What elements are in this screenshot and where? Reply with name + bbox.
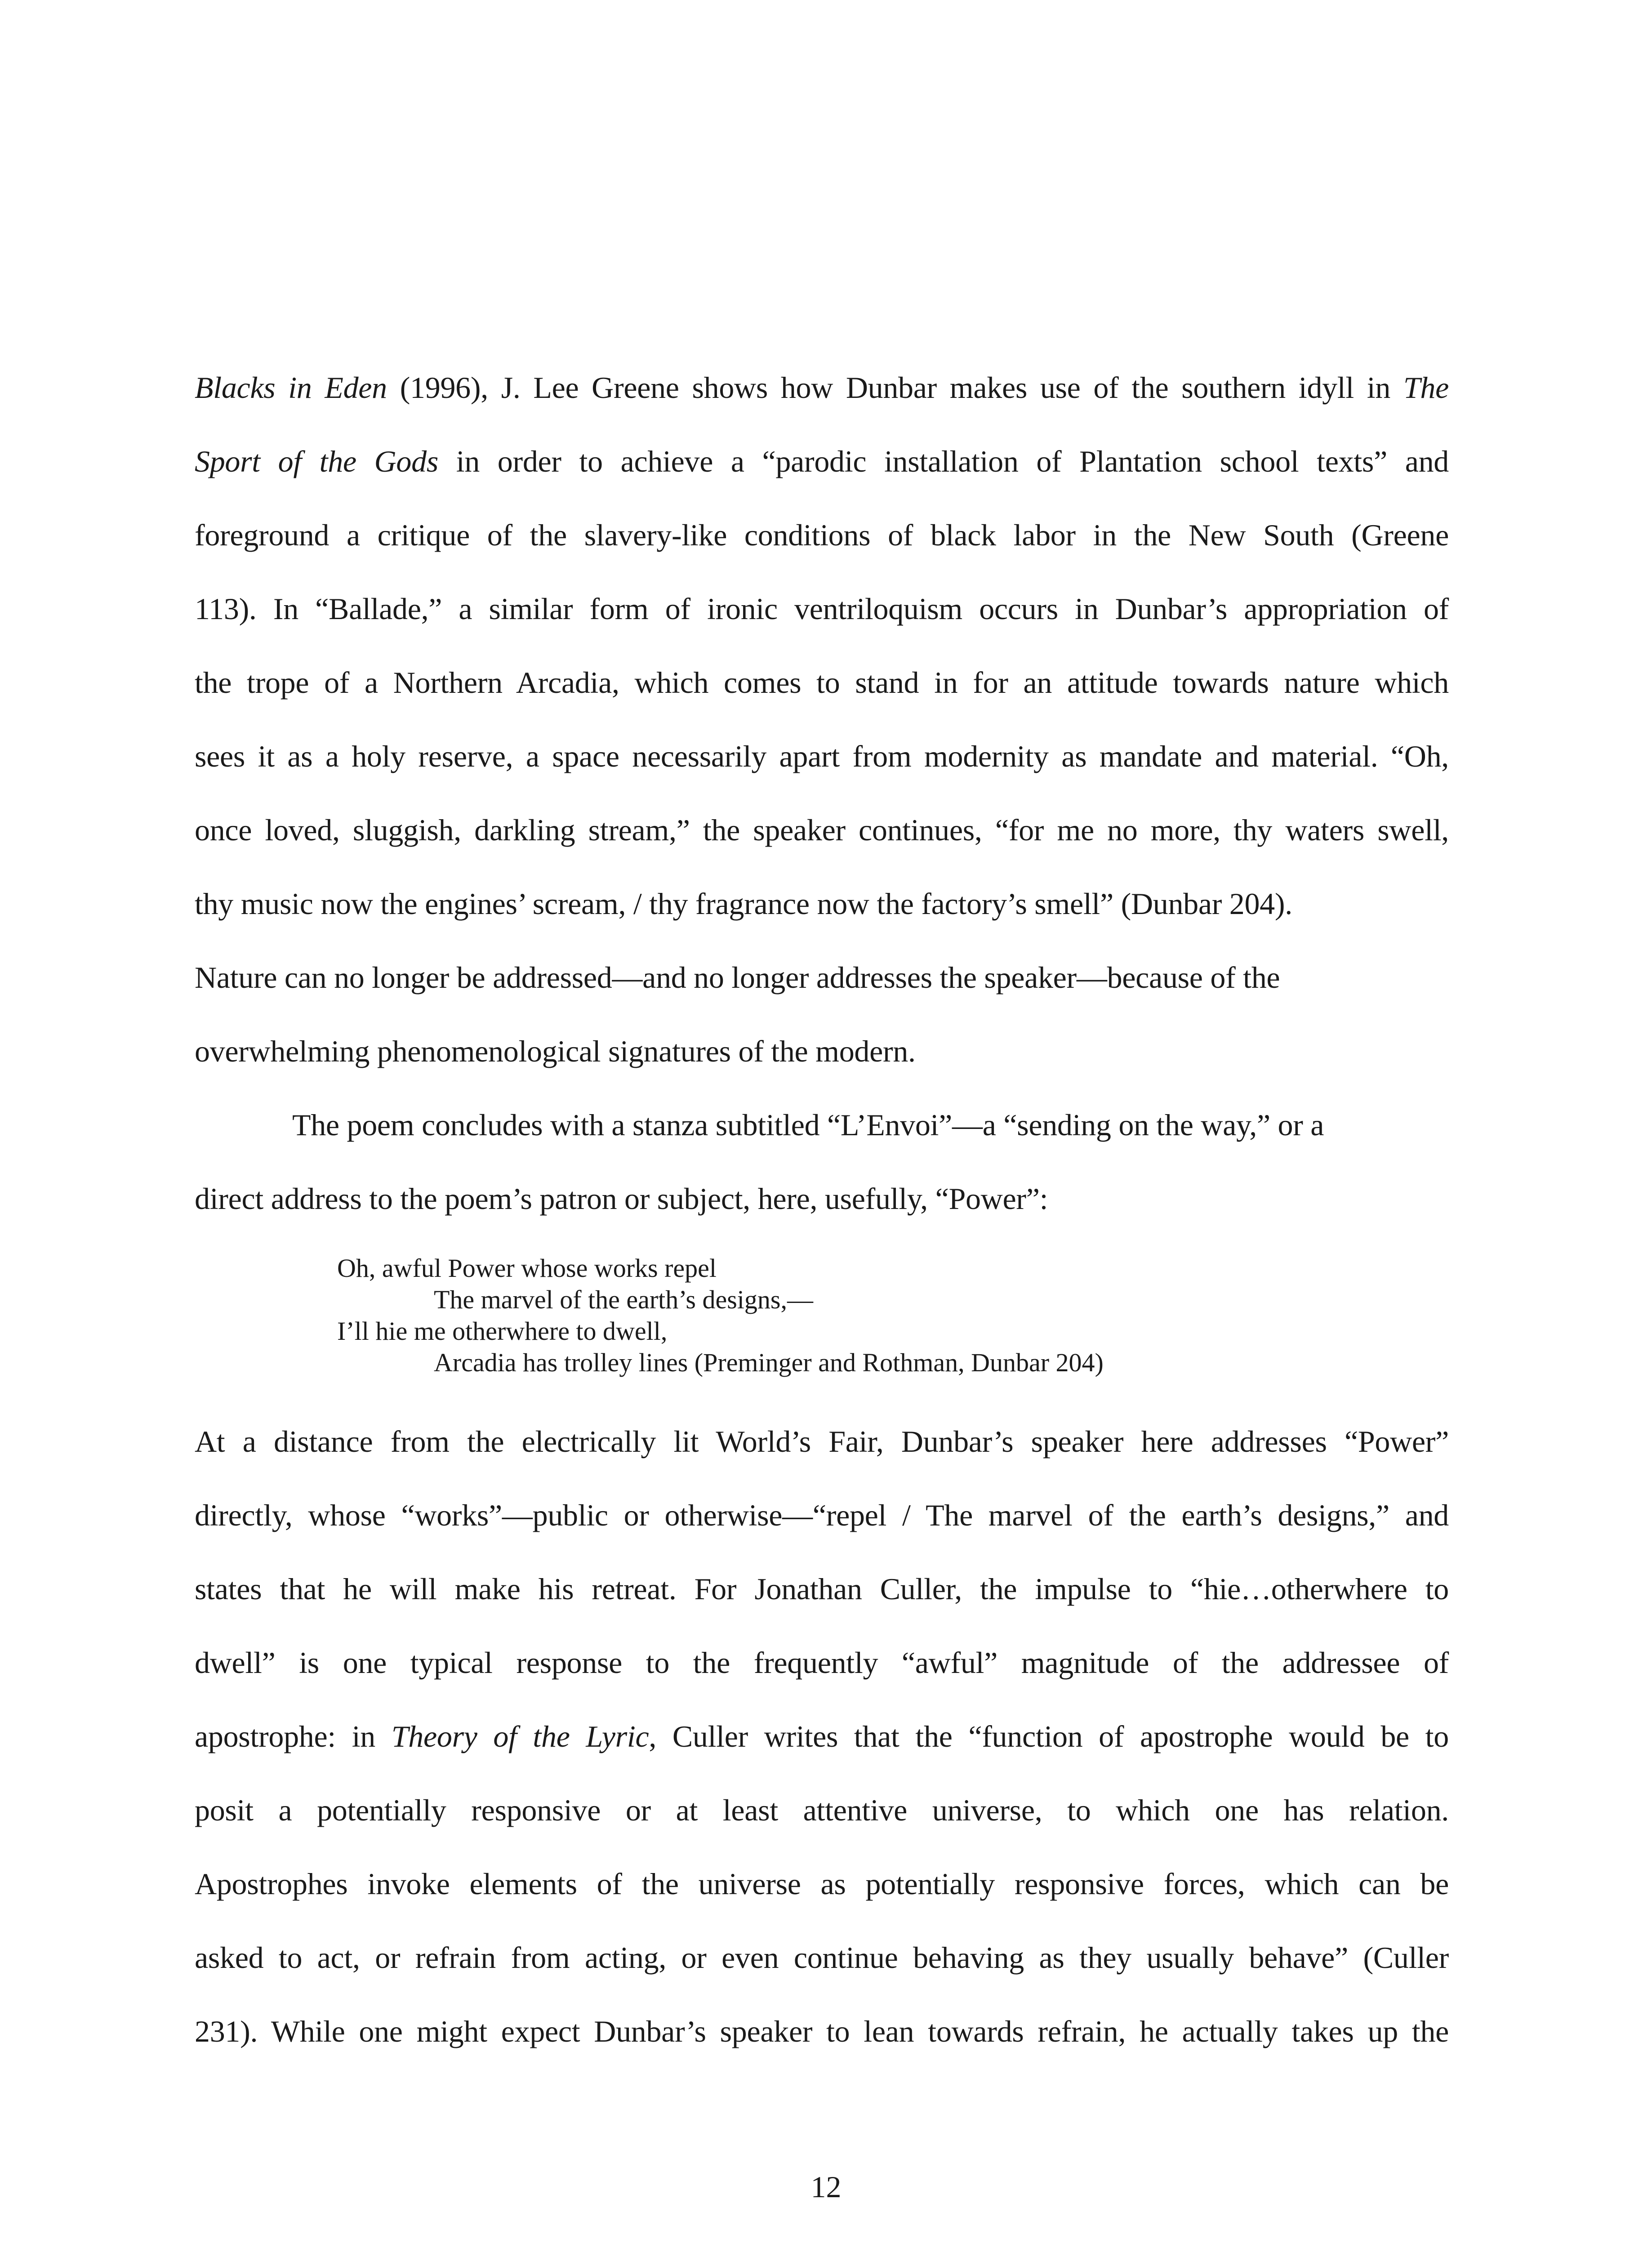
text-run: , Culler writes that the “function of apostrophe would be to bbox=[649, 1719, 1449, 1753]
body-text-line: the trope of a Northern Arcadia, which comes to stand in for an attitude towards nature which bbox=[195, 665, 1449, 700]
body-text-line: Apostrophes invoke elements of the universe as potentially responsive forces, which can be bbox=[195, 1867, 1449, 1901]
body-text-line bbox=[195, 372, 1449, 403]
block-quote-line: Arcadia has trolley lines (Preminger and Rothman, Dunbar 204) bbox=[434, 1348, 1104, 1377]
page-number: 12 bbox=[810, 2170, 842, 2204]
text-run: (1996), J. Lee Greene shows how Dunbar makes use of the southern idyll in bbox=[387, 370, 1403, 405]
body-text-line bbox=[195, 446, 1449, 477]
book-title: Blacks in Eden bbox=[195, 370, 387, 405]
body-text-line: states that he will make his retreat. For Jonathan Culler, the impulse to “hie…otherwhere to bbox=[195, 1572, 1449, 1606]
text-run: apostrophe: in bbox=[195, 1719, 392, 1753]
body-text-line: once loved, sluggish, darkling stream,” the speaker continues, “for me no more, thy waters swell, bbox=[195, 813, 1449, 847]
body-text-line bbox=[195, 1721, 1449, 1752]
body-text-line: 231). While one might expect Dunbar’s speaker to lean towards refrain, he actually takes up the bbox=[195, 2014, 1449, 2048]
block-quote-line: The marvel of the earth’s designs,— bbox=[434, 1285, 813, 1314]
body-text-line: asked to act, or refrain from acting, or even continue behaving as they usually behave” (Culler bbox=[195, 1940, 1449, 1975]
body-text-line: foreground a critique of the slavery-like conditions of black labor in the New South (Greene bbox=[195, 518, 1449, 552]
text-run: in order to achieve a “parodic installation of Plantation school texts” and bbox=[438, 444, 1449, 478]
body-text-line: Nature can no longer be addressed—and no longer addresses the speaker—because of the bbox=[195, 960, 1280, 995]
body-text-line: At a distance from the electrically lit World’s Fair, Dunbar’s speaker here addresses “Power” bbox=[195, 1424, 1449, 1459]
body-text-line: direct address to the poem’s patron or subject, here, usefully, “Power”: bbox=[195, 1182, 1048, 1216]
block-quote-line: I’ll hie me otherwhere to dwell, bbox=[337, 1316, 668, 1346]
body-text-line: overwhelming phenomenological signatures of the modern. bbox=[195, 1034, 916, 1068]
body-text-line: sees it as a holy reserve, a space necessarily apart from modernity as mandate and material. “Oh, bbox=[195, 739, 1449, 773]
book-title: Theory of the Lyric bbox=[391, 1719, 649, 1753]
body-text-line: The poem concludes with a stanza subtitled “L’Envoi”—a “sending on the way,” or a bbox=[292, 1108, 1324, 1142]
body-text-line: thy music now the engines’ scream, / thy fragrance now the factory’s smell” (Dunbar 204). bbox=[195, 887, 1292, 921]
body-text-line: dwell” is one typical response to the frequently “awful” magnitude of the addressee of bbox=[195, 1646, 1449, 1680]
body-text-line: 113). In “Ballade,” a similar form of ironic ventriloquism occurs in Dunbar’s appropriation of bbox=[195, 592, 1449, 626]
block-quote-line: Oh, awful Power whose works repel bbox=[337, 1253, 717, 1283]
body-text-line: posit a potentially responsive or at least attentive universe, to which one has relation. bbox=[195, 1793, 1449, 1827]
body-text-line: directly, whose “works”—public or otherwise—“repel / The marvel of the earth’s designs,” and bbox=[195, 1498, 1449, 1532]
book-title: Sport of the Gods bbox=[195, 444, 438, 478]
book-title: The bbox=[1403, 370, 1449, 405]
